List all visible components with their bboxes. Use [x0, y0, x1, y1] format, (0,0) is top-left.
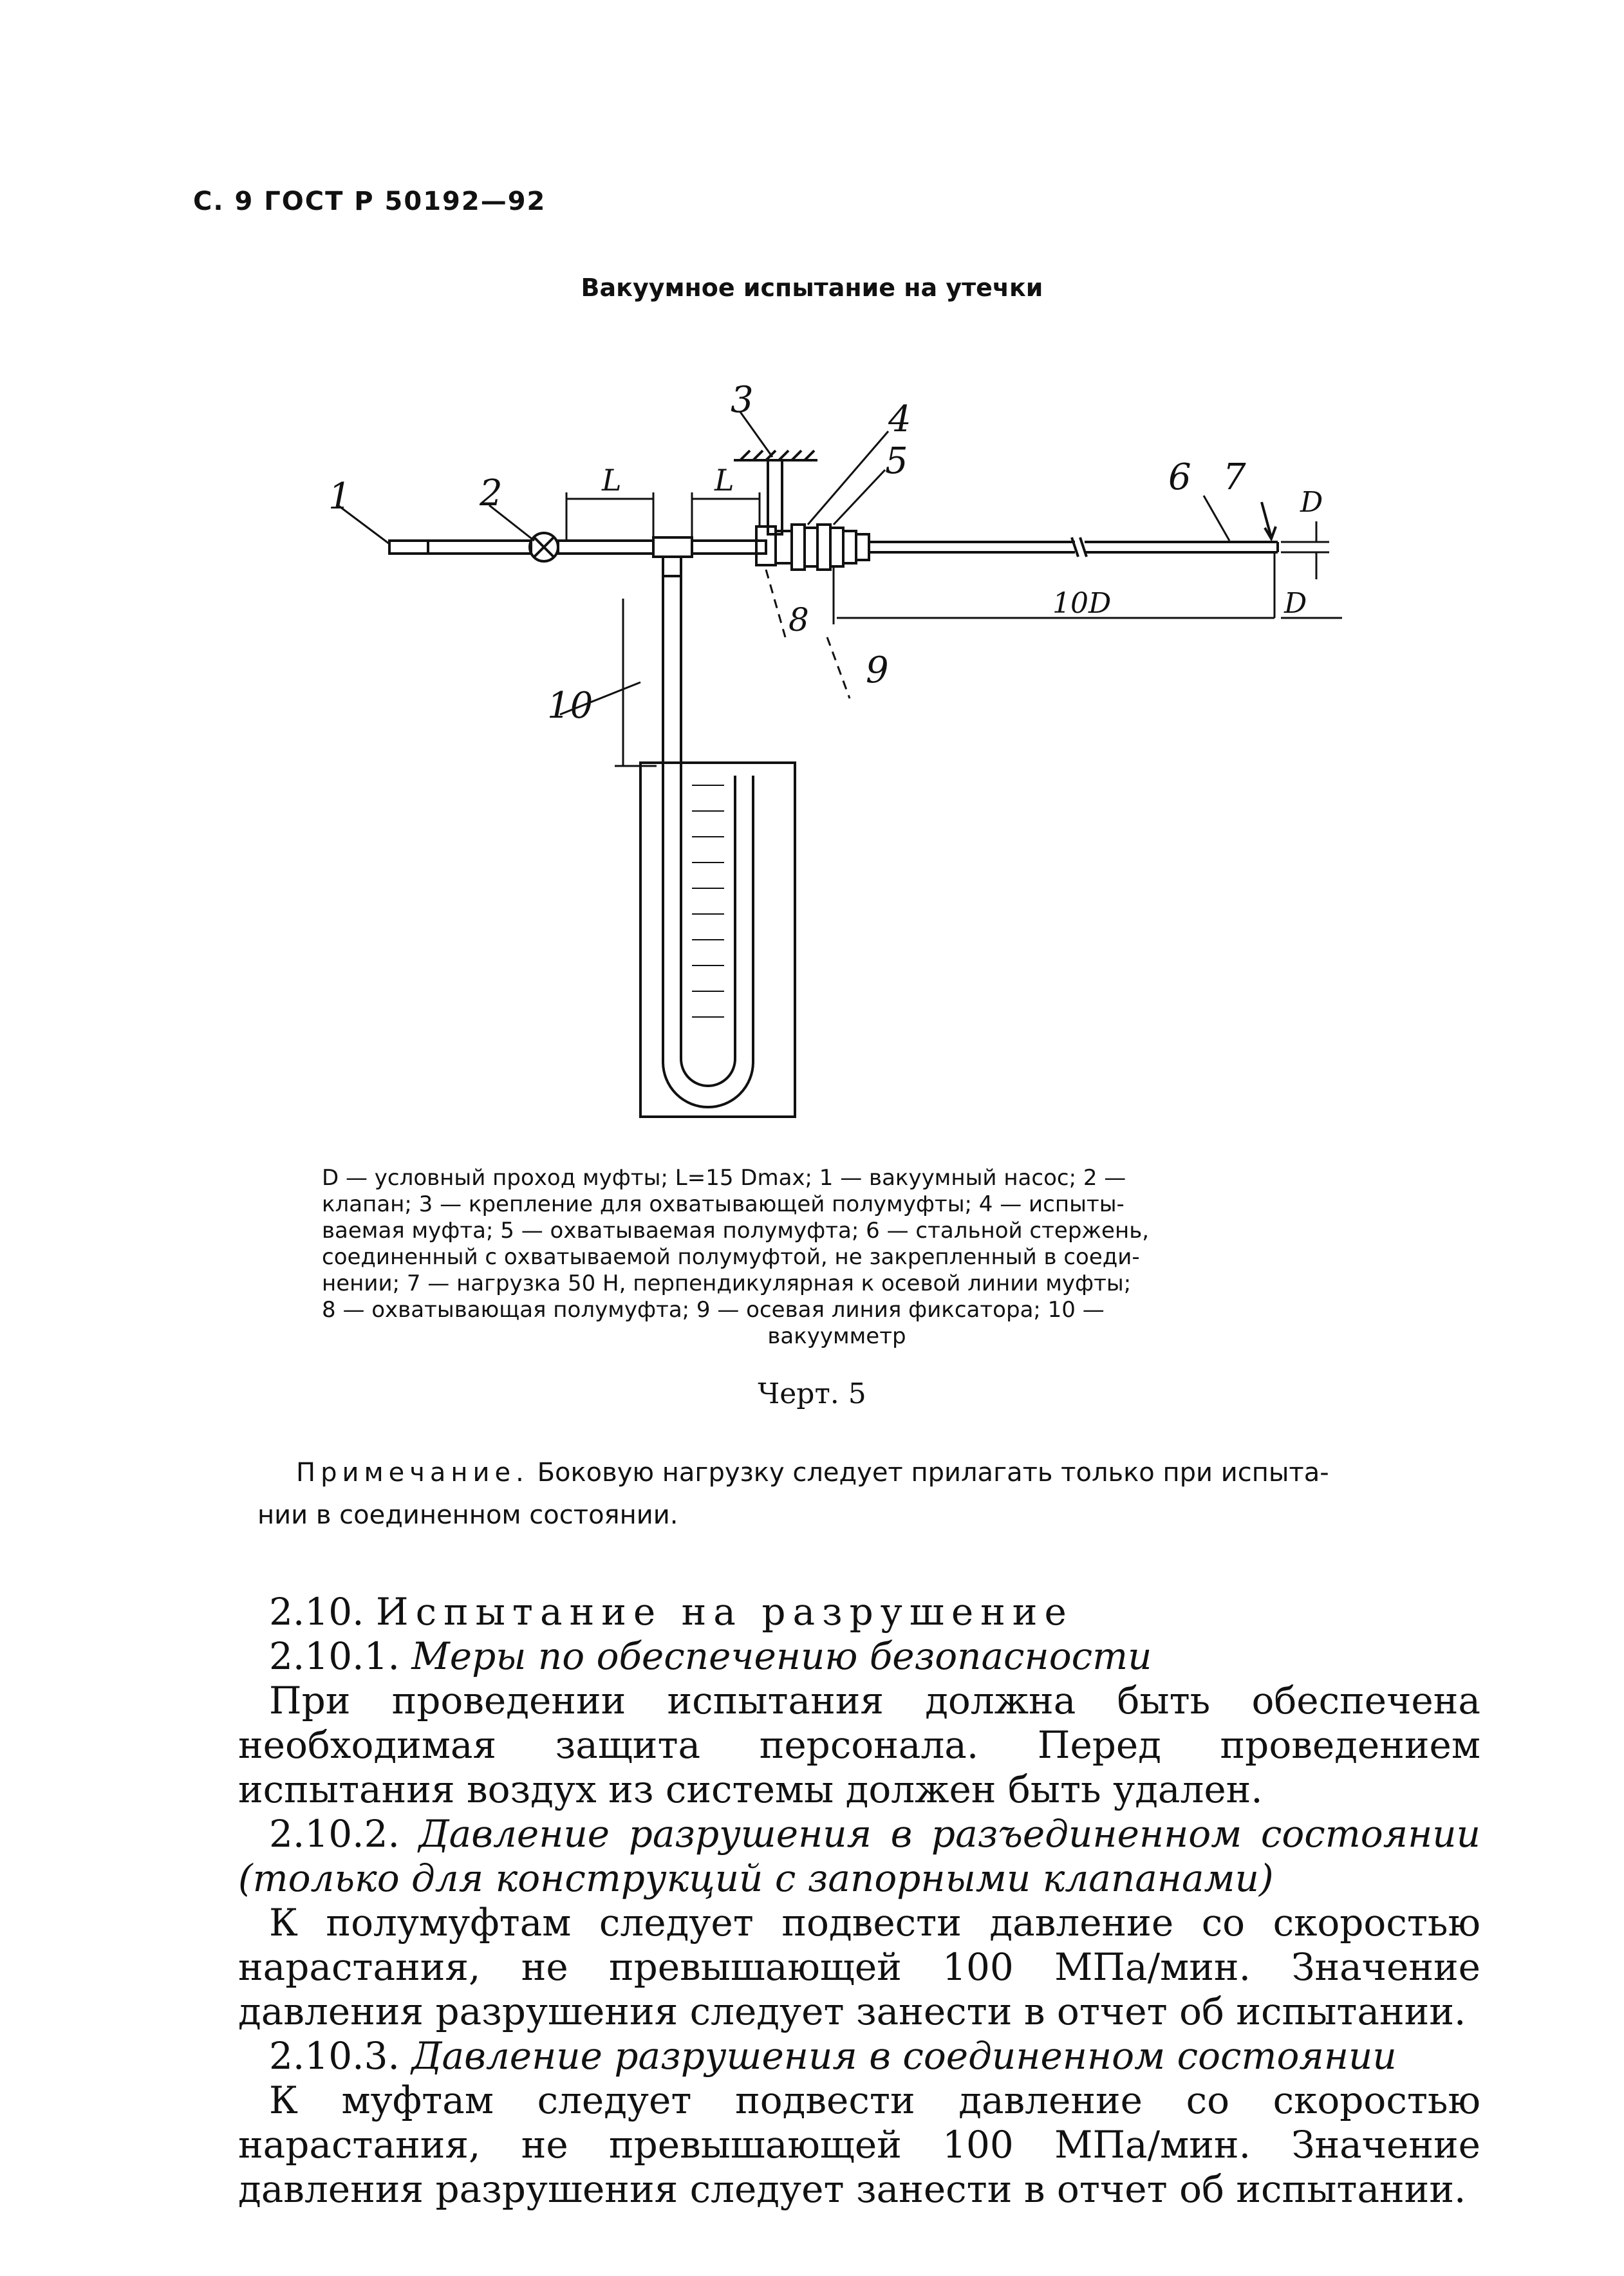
label-l-right: L [714, 463, 734, 498]
label-7: 7 [1223, 456, 1246, 498]
label-l-left: L [602, 463, 622, 498]
label-6: 6 [1168, 456, 1191, 498]
coupling-body [756, 525, 869, 570]
legend-line: клапан; 3 — крепление для охватывающей полумуфты; 4 — испыты- [322, 1191, 1125, 1217]
paragraph: При проведении испытания должна быть обеспечена необходимая защита персонала. Перед проведением испытания воздух из системы должен быть удален. [238, 1679, 1480, 1811]
legend-line: соединенный с охватываемой полумуфтой, не закрепленный в соеди- [322, 1244, 1140, 1270]
section-number: 2.10. [269, 1590, 364, 1634]
legend-line: нении; 7 — нагрузка 50 Н, перпендикулярная к осевой линии муфты; [322, 1271, 1132, 1296]
label-8: 8 [789, 601, 809, 639]
label-5: 5 [885, 440, 908, 482]
section-heading: Испытание на разрушение [376, 1590, 1074, 1634]
section-subheading: Давление разрушения в соединенном состоянии [411, 2034, 1397, 2078]
note-label: Примечание. [296, 1458, 529, 1488]
legend-line: 8 — охватывающая полумуфта; 9 — осевая линия фиксатора; 10 — [322, 1297, 1105, 1323]
manometer [640, 763, 795, 1117]
paragraph: К полумуфтам следует подвести давление со скоростью нарастания, не превышающей 100 МПа/мин. Значение давления разрушения следует занести в отчет об испытании. [238, 1901, 1480, 2033]
section-subheading: Давление разрушения в разъединенном состоянии (только для конструкций с запорными клапанами) [238, 1812, 1481, 1900]
label-9: 9 [866, 649, 889, 691]
label-d-vertical: D [1300, 486, 1323, 519]
mount-hatching [734, 451, 817, 534]
section-subheading: Меры по обеспечению безопасности [411, 1634, 1152, 1678]
figure-legend [322, 1165, 1352, 1350]
page-header: С. 9 ГОСТ Р 50192—92 [193, 187, 546, 216]
section-number: 2.10.2. [269, 1812, 400, 1856]
label-1: 1 [328, 476, 351, 518]
section-number: 2.10.3. [269, 2034, 400, 2078]
section-2-10 [238, 1590, 1480, 2212]
steel-rod [869, 537, 1278, 557]
legend-line: D — условный проход муфты; L=15 Dmax; 1 — вакуумный насос; 2 — [322, 1165, 1126, 1191]
figure-caption: Черт. 5 [758, 1377, 866, 1410]
section-number: 2.10.1. [269, 1634, 400, 1678]
dimension-l-right [692, 492, 760, 537]
label-d-bottom: D [1284, 587, 1307, 620]
note [257, 1451, 1480, 1536]
figure-title: Вакуумное испытание на утечки [581, 274, 1043, 302]
pump-pipe [389, 541, 531, 554]
label-3: 3 [731, 379, 754, 421]
label-10: 10 [547, 685, 593, 727]
label-4: 4 [888, 398, 911, 440]
dimension-l-left [566, 492, 653, 541]
note-text: Боковую нагрузку следует прилагать только при испыта- [528, 1458, 1329, 1488]
valve-icon [530, 533, 558, 561]
paragraph: К муфтам следует подвести давление со скоростью нарастания, не превышающей 100 МПа/мин. Значение давления разрушения следует занести в отчет об испытании. [238, 2078, 1480, 2211]
test-rig-drawing [270, 348, 1390, 1133]
label-10d: 10D [1052, 587, 1112, 620]
note-text-continued: нии в соединенном состоянии. [257, 1500, 678, 1530]
label-2: 2 [480, 472, 503, 514]
manometer-pipe [663, 576, 681, 824]
load-arrow [1262, 502, 1276, 539]
legend-line: ваемая муфта; 5 — охватываемая полумуфта; 6 — стальной стержень, [322, 1218, 1150, 1244]
legend-line: вакуумметр [767, 1323, 906, 1349]
dimension-vertical [615, 599, 657, 766]
